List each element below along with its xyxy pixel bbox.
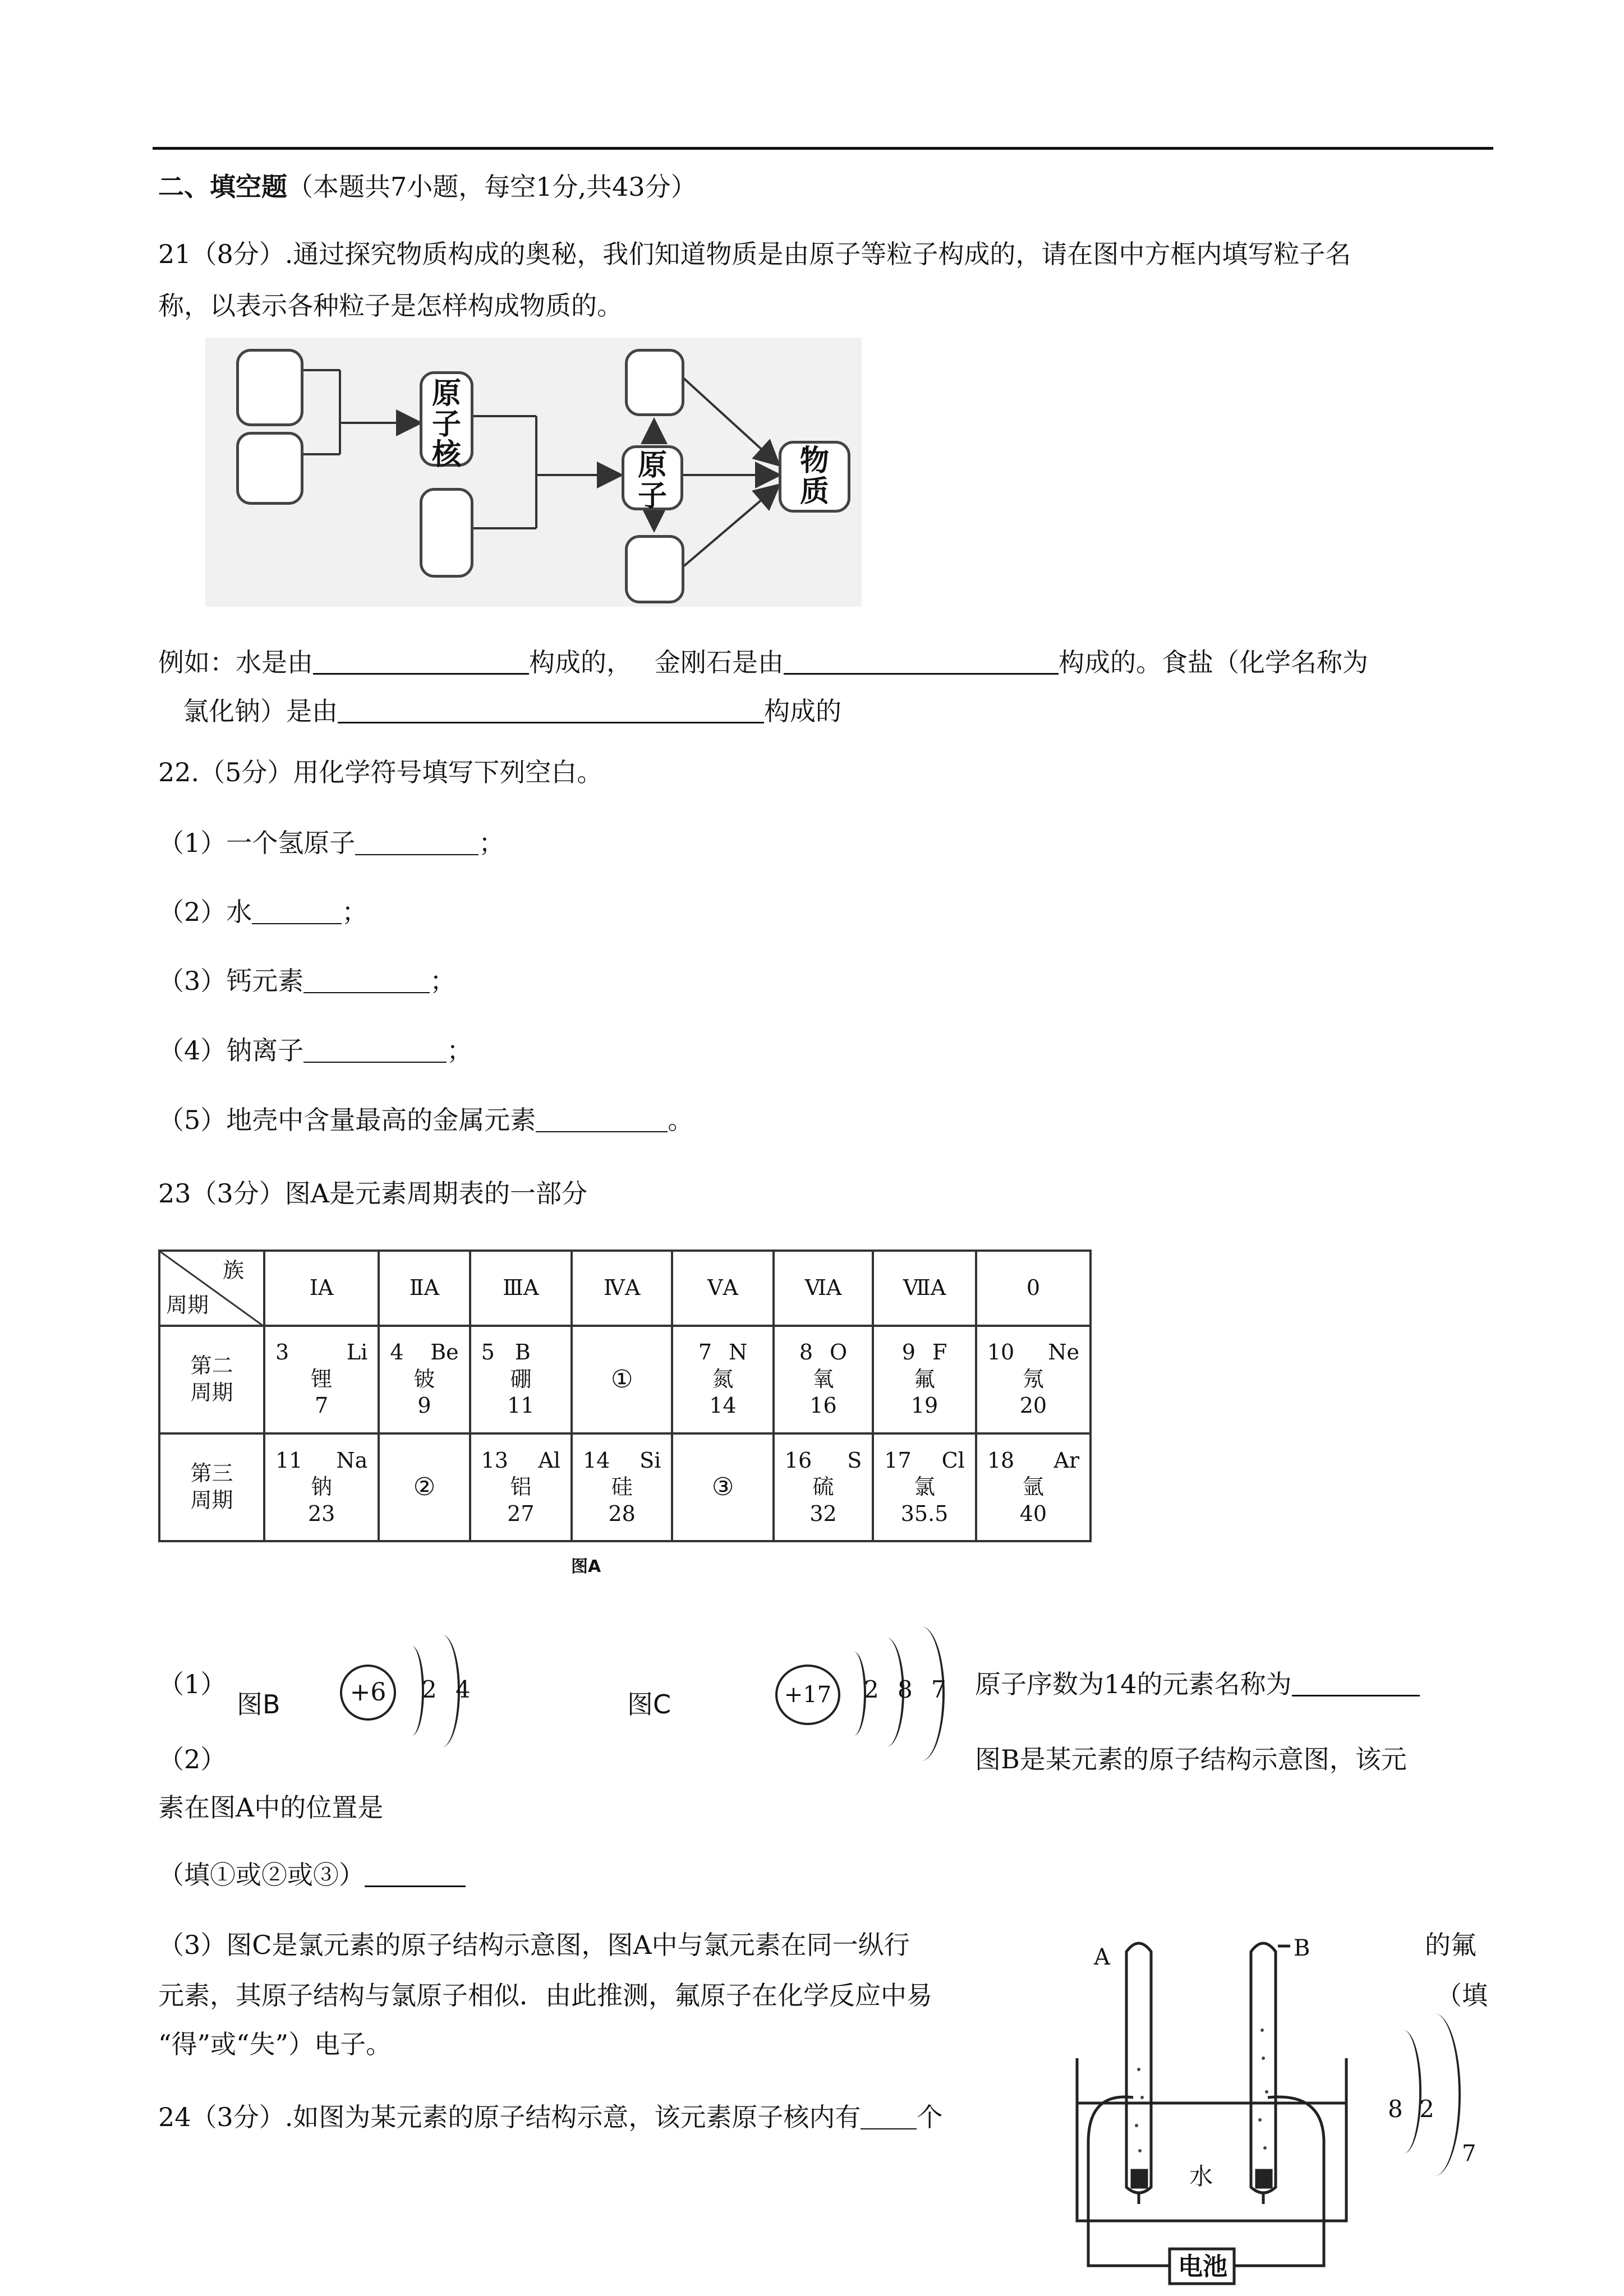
nucleus-box: [420, 371, 473, 472]
element-cell: [572, 1433, 672, 1541]
q22-item-3: [158, 968, 456, 994]
element-name: 氯: [914, 1474, 936, 1500]
q21-ex5: 氯化钠）是由: [183, 696, 338, 726]
element-cell: [264, 1433, 379, 1541]
q21-ex6: 构成的: [764, 696, 841, 726]
atomic-mass: 20: [1019, 1393, 1047, 1418]
q24-shell-1: 8: [1388, 2095, 1403, 2123]
atomic-mass: 40: [1019, 1501, 1047, 1526]
element-name: 硼: [510, 1366, 532, 1391]
diagram-arrows: [205, 338, 862, 607]
group-header: ⅡA: [379, 1251, 470, 1326]
element-cell: [672, 1326, 773, 1433]
q22-item-5: [158, 1107, 693, 1133]
q22-item-3-label: （3）钙元素: [158, 966, 304, 996]
element-symbol: B: [514, 1340, 531, 1365]
section-note: （本题共7小题，每空1分,共43分）: [287, 172, 697, 202]
salt-blank[interactable]: [338, 722, 764, 723]
q22-blank-5[interactable]: [536, 1131, 668, 1132]
q24-blank[interactable]: [861, 2128, 917, 2129]
q22-end-3: ；: [430, 966, 456, 996]
atomic-mass: 28: [608, 1501, 636, 1526]
atomic-number: 16: [784, 1447, 812, 1473]
element-cell: [873, 1326, 976, 1433]
matter-box: [779, 441, 850, 513]
atom-box: [622, 445, 683, 513]
q21-line1: 21（8分）.通过探究物质构成的奥秘，我们知道物质是由原子等粒子构成的，请在图中方框内填写粒子名: [158, 239, 1351, 269]
element-symbol: Si: [640, 1447, 661, 1473]
atomic-mass: 27: [507, 1501, 535, 1526]
matter-label: 物质: [799, 444, 829, 509]
element-name: 铍: [413, 1366, 435, 1391]
period-3-label-line1: 第三: [190, 1461, 233, 1486]
element-name: 氧: [812, 1366, 834, 1391]
q22-blank-4[interactable]: [303, 1062, 447, 1063]
q23-p3-line3: “得”或“失”）电子。: [158, 2029, 392, 2059]
group-header: ⅣA: [572, 1251, 672, 1326]
q23-p3-line2b: （填: [1436, 1980, 1488, 2011]
fig-c-shell-2: 8: [898, 1676, 913, 1703]
corner-period-label: 周期: [166, 1293, 209, 1318]
q22-item-2: [158, 899, 367, 925]
q22-end-1: ；: [479, 828, 505, 858]
period-3-label-line2: 周期: [190, 1487, 233, 1513]
q23-p3-line1a: （3）图C是氯元素的原子结构示意图，图A中与氯元素在同一纵行: [158, 1930, 910, 1960]
q23-p3-line1b: 的氟: [1425, 1930, 1476, 1960]
element-symbol: F: [932, 1340, 947, 1365]
fig-c-shell-1-arc: [841, 1652, 866, 1736]
atomic-number: 10: [987, 1340, 1015, 1365]
q22-end-5: 。: [668, 1105, 694, 1135]
page-number: 7: [1462, 2141, 1476, 2166]
q24-shell-2: 2: [1419, 2095, 1434, 2123]
q22-end-4: ；: [447, 1035, 473, 1066]
atomic-number: 7: [698, 1340, 712, 1365]
element-symbol: Li: [346, 1340, 368, 1365]
q23-p1-line: [975, 1671, 1420, 1697]
group-header: ⅥA: [774, 1251, 873, 1326]
atomic-mass: 23: [307, 1501, 335, 1526]
table-caption: 图A: [571, 1557, 601, 1576]
header-rule: [153, 147, 1493, 150]
q24-line: [158, 2104, 942, 2130]
blank-box-2: [236, 432, 303, 505]
element-symbol: Na: [336, 1447, 368, 1473]
fig-b-label: 图B: [237, 1689, 280, 1719]
q22-item-4: [158, 1035, 473, 1066]
fig-c-nucleus: +17: [775, 1665, 840, 1725]
atomic-number: 9: [901, 1340, 915, 1365]
atomic-mass: 19: [910, 1393, 938, 1418]
atomic-number: 8: [799, 1340, 813, 1365]
q24-text: 24（3分）.如图为某元素的原子结构示意，该元素原子核内有: [158, 2102, 861, 2132]
q23-p2-line3-text: （填①或②或③）: [158, 1860, 365, 1890]
q22-item-5-label: （5）地壳中含量最高的金属元素: [158, 1105, 536, 1135]
group-header: 0: [976, 1251, 1091, 1326]
atomic-number: 18: [987, 1447, 1015, 1473]
element-symbol: Be: [430, 1340, 459, 1365]
atomic-mass: 11: [507, 1393, 535, 1418]
diamond-blank[interactable]: [784, 673, 1059, 675]
q23-p2-number: （2）: [158, 1744, 227, 1774]
element-symbol: Ne: [1048, 1340, 1079, 1365]
element-symbol: Al: [538, 1447, 561, 1473]
q23-p2-line2: 素在图A中的位置是: [158, 1792, 384, 1823]
element-symbol: Ar: [1053, 1447, 1079, 1473]
period-2-label: [159, 1326, 264, 1433]
element-name: 钠: [311, 1474, 333, 1500]
atomic-mass: 16: [809, 1393, 837, 1418]
q23-title: 23（3分）图A是元素周期表的一部分: [158, 1178, 588, 1209]
q22-item-2-label: （2）水: [158, 897, 252, 927]
q22-blank-1[interactable]: [355, 854, 479, 855]
corner-group-label: 族: [222, 1258, 244, 1283]
section-title: 二、填空题: [158, 172, 287, 202]
period-2-label-line2: 周期: [190, 1380, 233, 1405]
element-cell: [976, 1433, 1091, 1541]
atomic-number: 11: [275, 1447, 303, 1473]
fig-b-shell-1: 2: [422, 1676, 437, 1703]
fig-b-nucleus: +6: [340, 1665, 396, 1721]
blank-box-3: [420, 488, 473, 578]
q22-item-1-label: （1）一个氢原子: [158, 828, 356, 858]
atomic-mass: 35.5: [900, 1501, 949, 1526]
q22-blank-3[interactable]: [303, 992, 430, 993]
element-slot-3: ③: [672, 1433, 773, 1541]
particle-diagram: [205, 338, 862, 607]
q23-p2-blank[interactable]: [365, 1885, 466, 1887]
group-header: ⅦA: [873, 1251, 976, 1326]
element-name: 铝: [510, 1474, 532, 1500]
q24-suffix: 个: [917, 2102, 943, 2132]
group-header: ⅢA: [470, 1251, 572, 1326]
element-symbol: Cl: [941, 1447, 965, 1473]
atomic-mass: 14: [709, 1393, 737, 1418]
q23-p3-line2a: 元素，其原子结构与氯原子相似．由此推测，氟原子在化学反应中易: [158, 1980, 932, 2011]
atomic-number: 3: [275, 1340, 289, 1365]
q21-salt-line: [183, 698, 841, 724]
fig-c-shell-3: 7: [931, 1676, 946, 1703]
battery-label: 电池: [1178, 2252, 1227, 2281]
fig-b-shell-1-arc: [399, 1646, 424, 1736]
q21-ex1: 例如：水是由: [158, 647, 313, 677]
q21-ex3: 金刚石是由: [655, 647, 784, 677]
atomic-number: 4: [390, 1340, 404, 1365]
blank-box-4: [625, 349, 684, 416]
element-name: 氖: [1022, 1366, 1044, 1391]
tube-b-label: B: [1294, 1935, 1310, 1961]
atomic-mass: 7: [315, 1393, 329, 1418]
period-2-label-line1: 第二: [190, 1353, 233, 1378]
element-name: 氩: [1022, 1474, 1044, 1500]
element-slot-2: ②: [379, 1433, 470, 1541]
q23-p2-text: 图B是某元素的原子结构示意图，该元: [975, 1744, 1407, 1774]
element-symbol: N: [729, 1340, 748, 1365]
element-cell: [470, 1433, 572, 1541]
tube-a-label: A: [1094, 1944, 1110, 1970]
element-cell: [976, 1326, 1091, 1433]
q22-item-4-label: （4）钠离子: [158, 1035, 304, 1066]
q23-p2-line3: [158, 1862, 466, 1888]
element-cell: [774, 1433, 873, 1541]
atomic-number: 13: [481, 1447, 508, 1473]
atom-label: 原子: [637, 448, 667, 513]
atomic-number: 14: [583, 1447, 610, 1473]
element-cell: [470, 1326, 572, 1433]
q21-ex2: 构成的，: [529, 647, 632, 677]
q22-item-1: [158, 830, 504, 856]
blank-box-5: [625, 535, 684, 603]
q21-example-line: [158, 649, 1368, 675]
element-name: 氮: [712, 1366, 734, 1391]
element-cell: [774, 1326, 873, 1433]
group-header: ⅤA: [672, 1251, 773, 1326]
q21-ex4: 构成的。食盐（化学名称为: [1059, 647, 1368, 677]
electrolysis-apparatus: [1055, 1929, 1402, 2296]
element-symbol: O: [830, 1340, 848, 1365]
q21-line2: 称，以表示各种粒子是怎样构成物质的。: [158, 291, 623, 321]
period-3-label: [159, 1433, 264, 1541]
element-symbol: S: [847, 1447, 862, 1473]
element-slot-1: ①: [572, 1326, 672, 1433]
element-name: 硅: [611, 1474, 633, 1500]
element-name: 硫: [812, 1474, 834, 1500]
nucleus-label: 原子核: [431, 376, 461, 472]
q22-end-2: ；: [342, 897, 368, 927]
q23-p1-text: 原子序数为14的元素名称为: [975, 1669, 1292, 1699]
atomic-mass: 9: [417, 1393, 431, 1418]
element-name: 氟: [914, 1366, 936, 1391]
atomic-number: 17: [884, 1447, 912, 1473]
q23-p1-blank[interactable]: [1292, 1695, 1420, 1696]
fig-c-label: 图C: [627, 1689, 671, 1719]
atomic-mass: 32: [809, 1501, 837, 1526]
water-label: 水: [1189, 2163, 1213, 2190]
electrolysis-drawing: [1055, 1929, 1402, 2296]
periodic-table: [158, 1250, 1092, 1542]
q22-title: 22.（5分）用化学符号填写下列空白。: [158, 757, 603, 787]
table-corner: [159, 1251, 264, 1326]
blank-box-1: [236, 349, 303, 426]
element-cell: [873, 1433, 976, 1541]
fig-c-shell-1: 2: [864, 1676, 879, 1703]
section-heading: [158, 174, 697, 200]
element-name: 锂: [311, 1366, 333, 1391]
fig-b-shell-2: 4: [456, 1676, 471, 1703]
q24-shell-2-arc: [1408, 2013, 1461, 2176]
q22-blank-2[interactable]: [252, 923, 342, 924]
q23-p1-number: （1）: [158, 1669, 227, 1699]
element-cell: [379, 1326, 470, 1433]
group-header: ⅠA: [264, 1251, 379, 1326]
atomic-number: 5: [481, 1340, 495, 1365]
element-cell: [264, 1326, 379, 1433]
water-blank[interactable]: [313, 673, 529, 675]
